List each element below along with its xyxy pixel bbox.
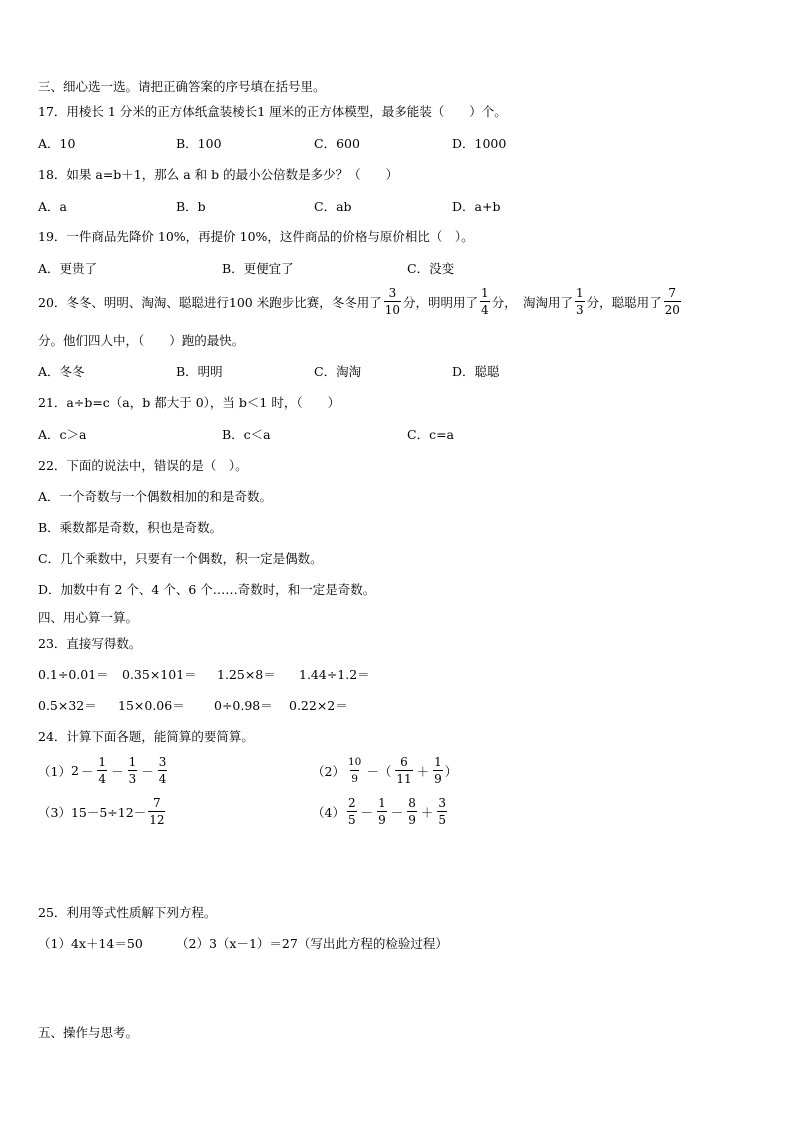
fraction <box>433 755 443 786</box>
q17-stem: 17．用棱长 1 分米的正方体纸盒装棱长1 厘米的正方体模型，最多能装（ ）个。 <box>38 104 507 119</box>
minus-sign: － <box>141 763 154 779</box>
q24-expression-3 <box>38 796 167 827</box>
denominator: 3 <box>575 303 584 317</box>
expr-label: （1） <box>38 763 71 779</box>
fraction <box>384 286 401 317</box>
numerator: 1 <box>481 286 489 300</box>
close-paren: ） <box>444 763 458 779</box>
q18-stem: 18．如果 a=b＋1，那么 a 和 b 的最小公倍数是多少？（ ） <box>38 167 399 182</box>
q22-option-a: A．一个奇数与一个偶数相加的和是奇数。 <box>38 489 273 504</box>
q20-stem-line1 <box>38 286 683 317</box>
numerator: 1 <box>575 286 584 300</box>
numerator: 3 <box>388 286 397 300</box>
q23-item: 1.44÷1.2＝ <box>299 667 370 682</box>
q21-option-a: A．c＞a <box>38 427 87 442</box>
numerator: 3 <box>438 796 447 810</box>
fraction <box>97 755 107 786</box>
fraction <box>395 755 412 786</box>
q20-text-1: 20．冬冬、明明、淘淘、聪聪进行100 米跑步比赛，冬冬用了 <box>38 294 382 310</box>
q23-item: 0.35×101＝ <box>122 667 197 682</box>
q20-stem-line2: 分。他们四人中，（ ）跑的最快。 <box>38 333 245 348</box>
fraction <box>158 755 168 786</box>
q21-stem: 21．a÷b=c（a，b 都大于 0），当 b＜1 时，（ ） <box>38 395 341 410</box>
fraction <box>128 755 138 786</box>
numerator: 7 <box>668 286 677 300</box>
q23-stem: 23．直接写得数。 <box>38 636 142 651</box>
numerator: 10 <box>347 756 362 768</box>
numerator: 7 <box>153 796 161 810</box>
denominator: 9 <box>378 813 386 827</box>
denominator: 11 <box>396 772 412 786</box>
denominator: 12 <box>149 813 165 827</box>
q19-option-b: B．更便宜了 <box>222 261 294 276</box>
fraction <box>407 796 417 827</box>
q25-equation-2: （2）3（x－1）＝27（写出此方程的检验过程） <box>176 936 448 951</box>
q18-option-b: B．b <box>176 199 206 214</box>
denominator: 4 <box>481 303 489 317</box>
fraction <box>347 755 362 786</box>
numerator: 1 <box>128 755 137 769</box>
numerator: 1 <box>434 755 442 769</box>
q17-option-a: A．10 <box>38 136 76 151</box>
q25-equation-1: （1）4x＋14＝50 <box>38 936 143 951</box>
q21-option-b: B．c＜a <box>222 427 271 442</box>
q22-option-c: C．几个乘数中，只要有一个偶数，积一定是偶数。 <box>38 551 323 566</box>
denominator: 4 <box>98 772 107 786</box>
minus-sign: － <box>80 763 94 779</box>
numerator: 1 <box>98 755 107 769</box>
denominator: 4 <box>158 772 167 786</box>
denominator: 20 <box>664 303 680 317</box>
q22-option-d: D．加数中有 2 个、4 个、6 个……奇数时，和一定是奇数。 <box>38 582 376 597</box>
q24-expression-4 <box>312 796 449 827</box>
plus-sign: ＋ <box>420 804 434 820</box>
expr-term: 15－5÷12－ <box>70 804 147 820</box>
q20-option-c: C．淘淘 <box>314 364 362 379</box>
numerator: 1 <box>378 796 386 810</box>
expr-label: （2） <box>312 763 345 779</box>
q17-option-b: B．100 <box>176 136 222 151</box>
fraction <box>377 796 387 827</box>
denominator: 9 <box>434 772 442 786</box>
q24-expression-2 <box>312 755 457 786</box>
q19-stem: 19．一件商品先降价 10%，再提价 10%，这件商品的价格与原价相比（ ）。 <box>38 229 474 244</box>
numerator: 3 <box>158 755 167 769</box>
q23-item: 0.5×32＝ <box>38 698 97 713</box>
numerator: 2 <box>347 796 356 810</box>
q21-option-c: C．c=a <box>407 427 454 442</box>
q25-stem: 25．利用等式性质解下列方程。 <box>38 905 217 920</box>
expr-label: （4） <box>312 804 345 820</box>
q17-option-c: C．600 <box>314 136 360 151</box>
minus-sign: － <box>360 804 374 820</box>
q18-option-d: D．a+b <box>452 199 501 214</box>
q18-option-a: A．a <box>38 199 67 214</box>
denominator: 5 <box>347 813 356 827</box>
expr-label: （3） <box>38 804 71 820</box>
fraction <box>347 796 357 827</box>
denominator: 5 <box>438 813 447 827</box>
expr-term: 2 <box>70 763 79 778</box>
q20-text-3: 分， 淘淘用了 <box>491 294 573 310</box>
q23-item: 1.25×8＝ <box>217 667 276 682</box>
numerator: 8 <box>408 796 416 810</box>
minus-sign: － <box>111 763 124 779</box>
q20-option-a: A．冬冬 <box>38 364 85 379</box>
q23-item: 15×0.06＝ <box>118 698 185 713</box>
fraction <box>437 796 447 827</box>
q23-item: 0÷0.98＝ <box>214 698 273 713</box>
section-5-heading: 五、操作与思考。 <box>38 1025 139 1040</box>
fraction <box>480 286 490 317</box>
minus-paren: －（ <box>366 763 392 779</box>
q18-option-c: C．ab <box>314 199 352 214</box>
q24-expression-1 <box>38 755 169 786</box>
q20-text-2: 分，明明用了 <box>403 294 479 310</box>
denominator: 3 <box>128 772 137 786</box>
denominator: 9 <box>350 770 359 786</box>
plus-sign: ＋ <box>416 763 430 779</box>
q17-option-d: D．1000 <box>452 136 507 151</box>
q20-option-d: D．聪聪 <box>452 364 500 379</box>
numerator: 6 <box>400 755 408 769</box>
fraction <box>575 286 585 317</box>
fraction <box>664 286 681 317</box>
q23-item: 0.22×2＝ <box>289 698 348 713</box>
q23-item: 0.1÷0.01＝ <box>38 667 109 682</box>
q22-option-b: B．乘数都是奇数，积也是奇数。 <box>38 520 223 535</box>
section-4-heading: 四、用心算一算。 <box>38 610 139 625</box>
q19-option-a: A．更贵了 <box>38 261 98 276</box>
minus-sign: － <box>390 804 404 820</box>
q20-option-b: B．明明 <box>176 364 223 379</box>
q22-stem: 22．下面的说法中，错误的是（ ）。 <box>38 458 248 473</box>
denominator: 10 <box>384 303 401 317</box>
q24-stem: 24．计算下面各题，能简算的要简算。 <box>38 729 254 744</box>
q20-text-4: 分，聪聪用了 <box>586 294 662 310</box>
denominator: 9 <box>408 813 416 827</box>
fraction <box>148 796 165 827</box>
q19-option-c: C．没变 <box>407 261 455 276</box>
section-3-heading: 三、细心选一选。请把正确答案的序号填在括号里。 <box>38 79 326 94</box>
